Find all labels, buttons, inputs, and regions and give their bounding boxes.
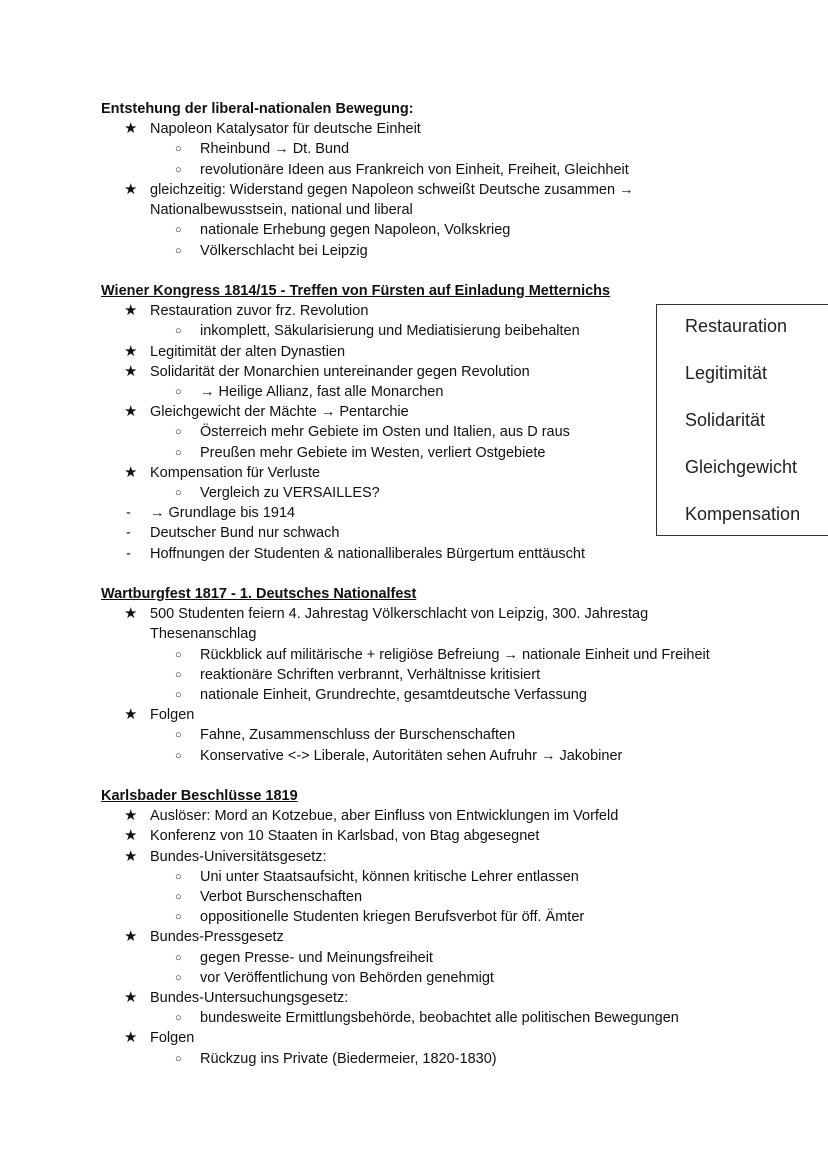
star-bullet-icon: ★ bbox=[124, 706, 138, 723]
star-bullet-icon: ★ bbox=[124, 120, 138, 137]
circle-bullet-icon: ○ bbox=[175, 750, 182, 762]
section-heading-wartburgfest: Wartburgfest 1817 - 1. Deutsches Nationalfest bbox=[101, 586, 417, 602]
star-bullet-icon: ★ bbox=[124, 827, 138, 844]
section-heading-karlsbader: Karlsbader Beschlüsse 1819 bbox=[101, 788, 298, 804]
section-heading-entstehung: Entstehung der liberal-nationalen Bewegung: bbox=[101, 101, 414, 117]
circle-bullet-icon: ○ bbox=[175, 386, 182, 398]
star-bullet-icon: ★ bbox=[124, 928, 138, 945]
star-bullet-icon: ★ bbox=[124, 807, 138, 824]
circle-bullet-icon: ○ bbox=[175, 245, 182, 257]
circle-bullet-icon: ○ bbox=[175, 891, 182, 903]
star-bullet-icon: ★ bbox=[124, 989, 138, 1006]
circle-bullet-icon: ○ bbox=[175, 1053, 182, 1065]
circle-bullet-icon: ○ bbox=[175, 143, 182, 155]
circle-bullet-icon: ○ bbox=[175, 952, 182, 964]
circle-bullet-icon: ○ bbox=[175, 911, 182, 923]
star-bullet-icon: ★ bbox=[124, 605, 138, 622]
circle-bullet-icon: ○ bbox=[175, 1012, 182, 1024]
circle-bullet-icon: ○ bbox=[175, 487, 182, 499]
summary-term: Solidarität bbox=[685, 410, 766, 430]
star-bullet-icon: ★ bbox=[124, 343, 138, 360]
summary-term: Gleichgewicht bbox=[685, 457, 798, 477]
circle-bullet-icon: ○ bbox=[175, 689, 182, 701]
circle-bullet-icon: ○ bbox=[175, 669, 182, 681]
star-bullet-icon: ★ bbox=[124, 1029, 138, 1046]
circle-bullet-icon: ○ bbox=[175, 325, 182, 337]
circle-bullet-icon: ○ bbox=[175, 729, 182, 741]
summary-term: Legitimität bbox=[685, 363, 768, 383]
circle-bullet-icon: ○ bbox=[175, 164, 182, 176]
circle-bullet-icon: ○ bbox=[175, 426, 182, 438]
dash-bullet-icon: - bbox=[126, 525, 131, 541]
summary-term: Restauration bbox=[685, 316, 788, 336]
section-heading-wiener-kongress: Wiener Kongress 1814/15 - Treffen von Fürsten auf Einladung Metternichs bbox=[101, 283, 611, 299]
circle-bullet-icon: ○ bbox=[175, 972, 182, 984]
dash-bullet-icon: - bbox=[126, 546, 131, 562]
star-bullet-icon: ★ bbox=[124, 464, 138, 481]
star-bullet-icon: ★ bbox=[124, 302, 138, 319]
document-page: Entstehung der liberal-nationalen Bewegung: ★ Napoleon Katalysator für deutsche Einheit ○ Rheinbund → Dt. Bund ○ revolutionäre Ideen aus Frankreich von Einheit, Freiheit, Gleichheit ★ gleichzeitig: Widerstand gegen Napoleon schweißt Deutsche zusammen → Nationalbewusstsein, national und liberal ○ nationale Erhebung gegen Napoleon, Volkskrieg ○ Völkerschlacht bei Leipzig Wiener Kongress 1814/15 - Treffen von Fürsten auf Einladung Metternichs ★ Restauration zuvor frz. Revolution ○ inkomplett, Säkularisierung und Mediatisierung beibehalten ★ Legitimität der alten Dynastien ★ Solidarität der Monarchien untereinander gegen Revolution ○ → Heilige Allianz, fast alle Monarchen ★ Gleichgewicht der Mächte → Pentarchie ○ Österreich mehr Gebiete im Osten und Italien, aus D raus ○ Preußen mehr Gebiete im Westen, verliert Ostgebiete ★ Kompensation für Verluste ○ Vergleich zu VERSAILLES? - → Grundlage bis 1914 - Deutscher Bund nur schwach - Hoffnungen der Studenten & nationalliberales Bürgertum enttäuscht Restauration Legitimität Solidarität Gleichgewicht Kompensation Wartburgfest 1817 - 1. Deutsches Nationalfest ★ 500 Studenten feiern 4. Jahrestag Völkerschlacht von Leipzig, 300. Jahrestag Thesenanschlag ○ Rückblick auf militärische + religiöse Befreiung → nationale Einheit und Freiheit ○ reaktionäre Schriften verbrannt, Verhältnisse kritisiert ○ nationale Einheit, Grundrechte, gesamtdeutsche Verfassung ★ Folgen ○ Fahne, Zusammenschluss der Burschenschaften ○ Konservative <-> Liberale, Autoritäten sehen Aufruhr → Jakobiner Karlsbader Beschlüsse 1819 ★ Auslöser: Mord an Kotzebue, aber Einfluss von Entwicklungen im Vorfeld ★ Konferenz von 10 Staaten in Karlsbad, von Btag abgesegnet ★ Bundes-Universitätsgesetz: ○ Uni unter Staatsaufsicht, können kritische Lehrer entlassen ○ Verbot Burschenschaften ○ oppositionelle Studenten kriegen Berufsverbot für öff. Ämter ★ Bundes-Pressgesetz ○ gegen Presse- und Meinungsfreiheit ○ vor Veröffentlichung von Behörden genehmigt ★ Bundes-Untersuchungsgesetz: ○ bundesweite Ermittlungsbehörde, beobachtet alle politischen Bewegungen ★ Folgen ○ Rückzug ins Private (Biedermeier, 1820-1830) bbox=[0, 0, 828, 1169]
circle-bullet-icon: ○ bbox=[175, 649, 182, 661]
dash-bullet-icon: - bbox=[126, 505, 131, 521]
circle-bullet-icon: ○ bbox=[175, 224, 182, 236]
star-bullet-icon: ★ bbox=[124, 848, 138, 865]
circle-bullet-icon: ○ bbox=[175, 871, 182, 883]
summary-box bbox=[656, 304, 828, 536]
star-bullet-icon: ★ bbox=[124, 403, 138, 420]
summary-term: Kompensation bbox=[685, 504, 801, 524]
circle-bullet-icon: ○ bbox=[175, 447, 182, 459]
star-bullet-icon: ★ bbox=[124, 181, 138, 198]
star-bullet-icon: ★ bbox=[124, 363, 138, 380]
